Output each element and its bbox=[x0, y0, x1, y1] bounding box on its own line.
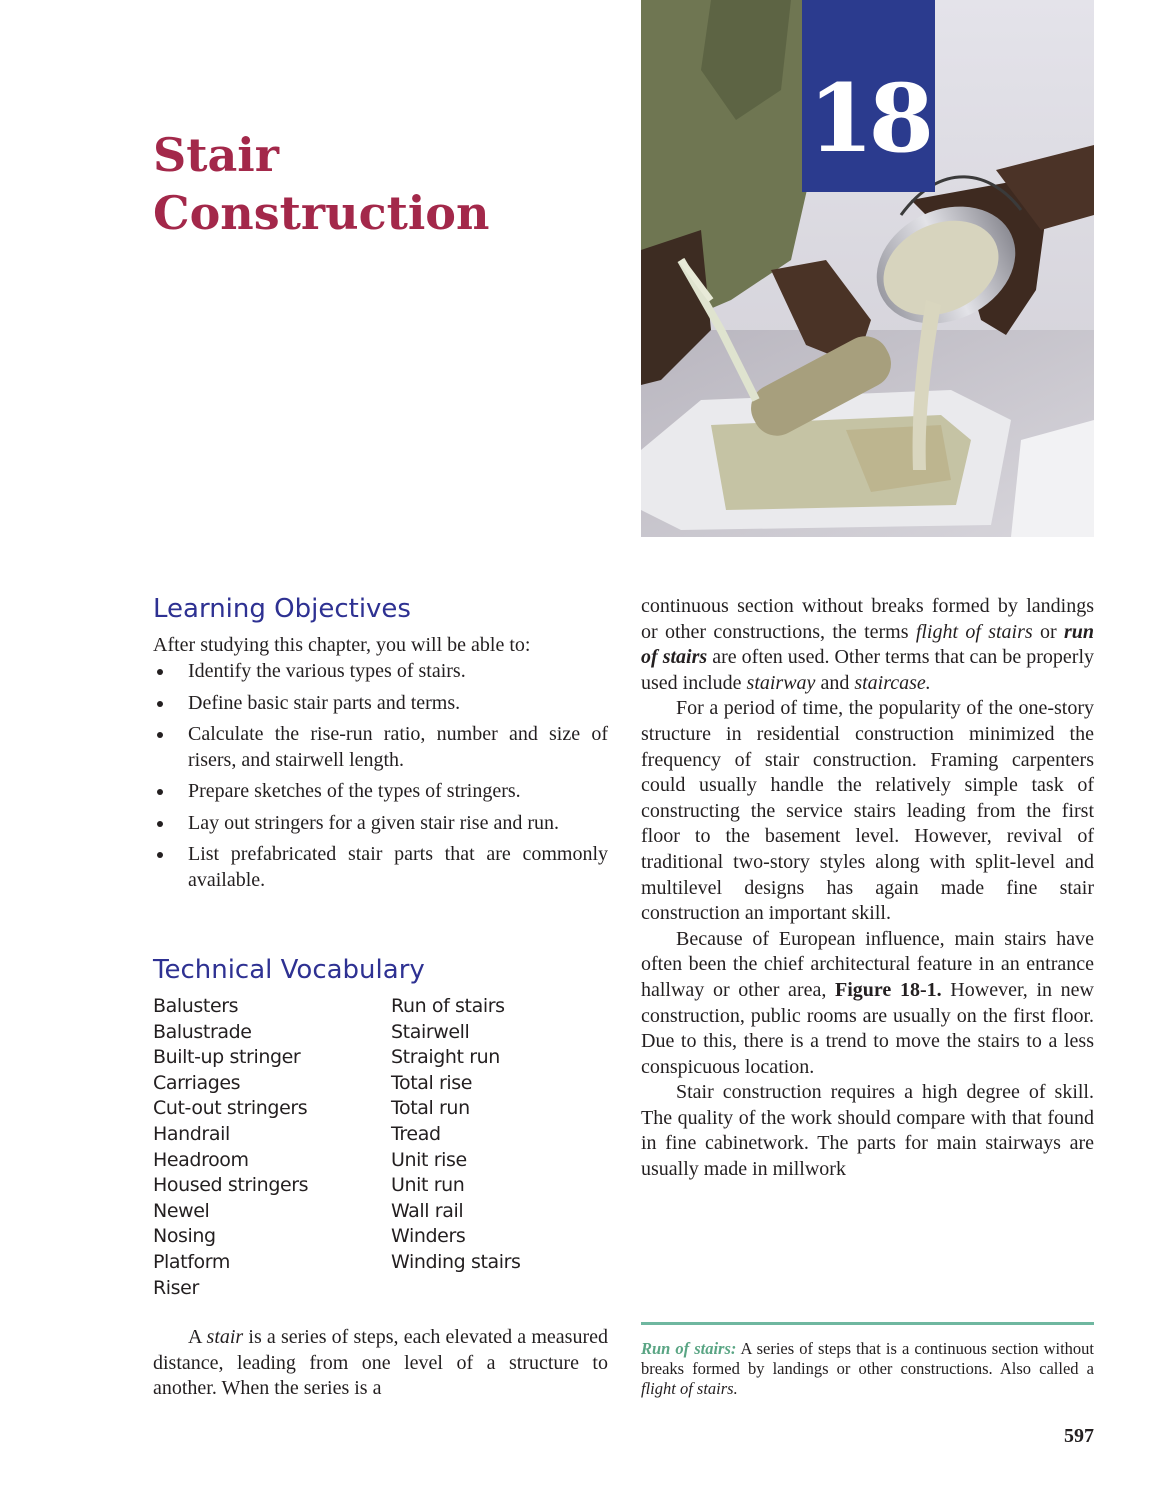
vocabulary-term: Balustrade bbox=[153, 1020, 252, 1043]
objective-item: List prefabricated stair parts that are commonly available. bbox=[153, 842, 608, 893]
body-paragraph: Stair construction requires a high degree of skill. The quality of the work should compare with that found in fine cabinetwork. The parts for main stairways are usually made in millwork bbox=[641, 1081, 1094, 1181]
vocabulary-term: Nosing bbox=[153, 1225, 216, 1248]
vocabulary-term: Unit rise bbox=[391, 1148, 467, 1171]
page-number: 597 bbox=[1064, 1425, 1094, 1447]
learning-objectives-heading: Learning Objectives bbox=[153, 594, 411, 624]
text-run: is a series of steps, each elevated a measured distance, leading from one level of a structure to another. When the series is a bbox=[153, 1326, 608, 1400]
vocabulary-term: Straight run bbox=[391, 1046, 500, 1069]
text-run: are often used. Other terms that can be properly used include bbox=[641, 646, 1095, 694]
chapter-title bbox=[153, 126, 489, 242]
vocabulary-term: Carriages bbox=[153, 1071, 241, 1094]
text-run: continuous section without breaks formed by landings or other constructions, the terms bbox=[641, 595, 1094, 643]
objectives-intro: After studying this chapter, you will be able to: bbox=[153, 634, 531, 656]
vocabulary-term: Newel bbox=[153, 1199, 210, 1222]
body-paragraph: For a period of time, the popularity of the one-story structure in residential construction minimized the frequency of stair construction. Framing carpenters could usually handle the relatively simple task of constructing the service stairs leading from the first floor to the basement level. However, revival of traditional two-story styles along with split-level and multilevel designs has again made fine stair construction an important skill. bbox=[641, 697, 1094, 925]
body-paragraph bbox=[153, 1325, 608, 1402]
body-paragraph bbox=[641, 594, 1094, 696]
sidebar-term: Run of stairs: bbox=[641, 1339, 737, 1358]
objective-item: Identify the various types of stairs. bbox=[153, 659, 608, 685]
chapter-title-line-1: Stair bbox=[153, 128, 279, 182]
text-run: A series of steps that is a continuous section without breaks formed by landings or other constructions. Also called a bbox=[641, 1339, 1095, 1378]
sidebar-divider bbox=[641, 1322, 1094, 1325]
body-text-left bbox=[153, 1325, 608, 1402]
vocabulary-term: Tread bbox=[391, 1122, 441, 1145]
text-run: A bbox=[188, 1326, 207, 1348]
text-run: or bbox=[1032, 620, 1064, 643]
vocabulary-term: Handrail bbox=[153, 1122, 230, 1145]
vocabulary-term: Housed stringers bbox=[153, 1174, 309, 1197]
body-text-right bbox=[641, 594, 1094, 1183]
vocabulary-term: Winding stairs bbox=[391, 1250, 521, 1273]
objectives-list bbox=[153, 659, 608, 899]
vocabulary-column-right bbox=[391, 994, 521, 1276]
vocabulary-term: Platform bbox=[153, 1250, 230, 1273]
vocabulary-term: Wall rail bbox=[391, 1199, 464, 1222]
vocabulary-term: Unit run bbox=[391, 1174, 465, 1197]
term-stair: stair bbox=[206, 1326, 244, 1348]
vocabulary-term: Stairwell bbox=[391, 1020, 470, 1043]
sidebar-definition bbox=[641, 1339, 1094, 1399]
objective-item: Calculate the rise-run ratio, number and size of risers, and stairwell length. bbox=[153, 722, 608, 773]
text-run: Because of European influence, main stairs have often been the chief architectural feature in an entrance hallway or other area, bbox=[641, 927, 1094, 1001]
body-paragraph bbox=[641, 927, 1094, 1081]
chapter-title-line-2: Construction bbox=[153, 186, 490, 240]
term-staircase: staircase. bbox=[854, 671, 931, 694]
vocabulary-column-left bbox=[153, 994, 308, 1301]
vocabulary-term: Cut-out stringers bbox=[153, 1097, 308, 1120]
vocabulary-term: Riser bbox=[153, 1276, 199, 1299]
vocabulary-term: Run of stairs bbox=[391, 995, 505, 1017]
sidebar-definition-term: flight of stairs. bbox=[641, 1379, 738, 1398]
figure-reference: Figure 18-1. bbox=[835, 978, 942, 1001]
term-run-of-stairs: run of stairs bbox=[641, 620, 1094, 669]
objective-item: Prepare sketches of the types of stringers. bbox=[153, 779, 608, 805]
vocabulary-term: Winders bbox=[391, 1225, 466, 1248]
vocabulary-term: Total rise bbox=[391, 1071, 473, 1094]
text-run: However, in new construction, public rooms are usually on the first floor. Due to this, there is a trend to move the stairs to a less conspicuous location. bbox=[641, 978, 1095, 1078]
text-run: and bbox=[815, 671, 855, 694]
chapter-number: 18 bbox=[808, 64, 929, 174]
term-flight-of-stairs: flight of stairs bbox=[915, 620, 1033, 643]
vocabulary-term: Headroom bbox=[153, 1148, 249, 1171]
chapter-number-badge bbox=[802, 0, 935, 192]
vocabulary-term: Total run bbox=[391, 1097, 470, 1120]
term-stairway: stairway bbox=[746, 671, 816, 694]
vocabulary-term: Built-up stringer bbox=[153, 1046, 301, 1069]
technical-vocabulary-heading: Technical Vocabulary bbox=[153, 955, 425, 985]
objective-item: Lay out stringers for a given stair rise and run. bbox=[153, 811, 608, 837]
objective-item: Define basic stair parts and terms. bbox=[153, 691, 608, 717]
vocabulary-term: Balusters bbox=[153, 995, 239, 1017]
